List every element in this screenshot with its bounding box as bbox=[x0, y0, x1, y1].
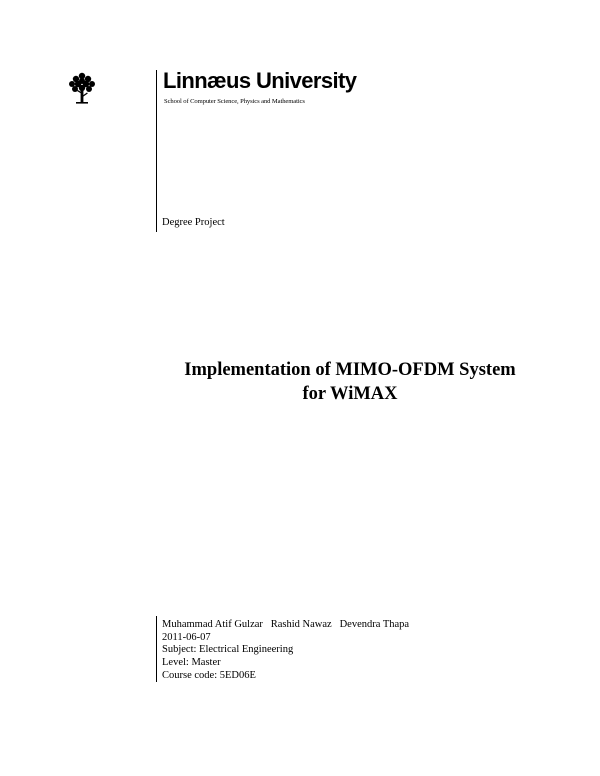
date: 2011-06-07 bbox=[162, 631, 211, 643]
authors: Muhammad Atif Gulzar Rashid Nawaz Devendra Thapa bbox=[162, 619, 410, 630]
course-code: Course code: 5ED06E bbox=[162, 669, 256, 681]
tree-icon bbox=[67, 72, 97, 106]
header-divider bbox=[156, 70, 157, 232]
university-name: Linnæus University bbox=[163, 68, 357, 93]
title-line-1: Implementation of MIMO-OFDM System bbox=[184, 360, 516, 380]
subject: Subject: Electrical Engineering bbox=[162, 644, 294, 656]
details-divider bbox=[156, 616, 157, 682]
level: Level: Master bbox=[162, 657, 221, 669]
document-details bbox=[162, 619, 409, 683]
title-line-2: for WiMAX bbox=[302, 384, 398, 404]
document-type: Degree Project bbox=[162, 217, 225, 228]
school-name: School of Computer Science, Physics and Mathematics bbox=[164, 98, 305, 105]
